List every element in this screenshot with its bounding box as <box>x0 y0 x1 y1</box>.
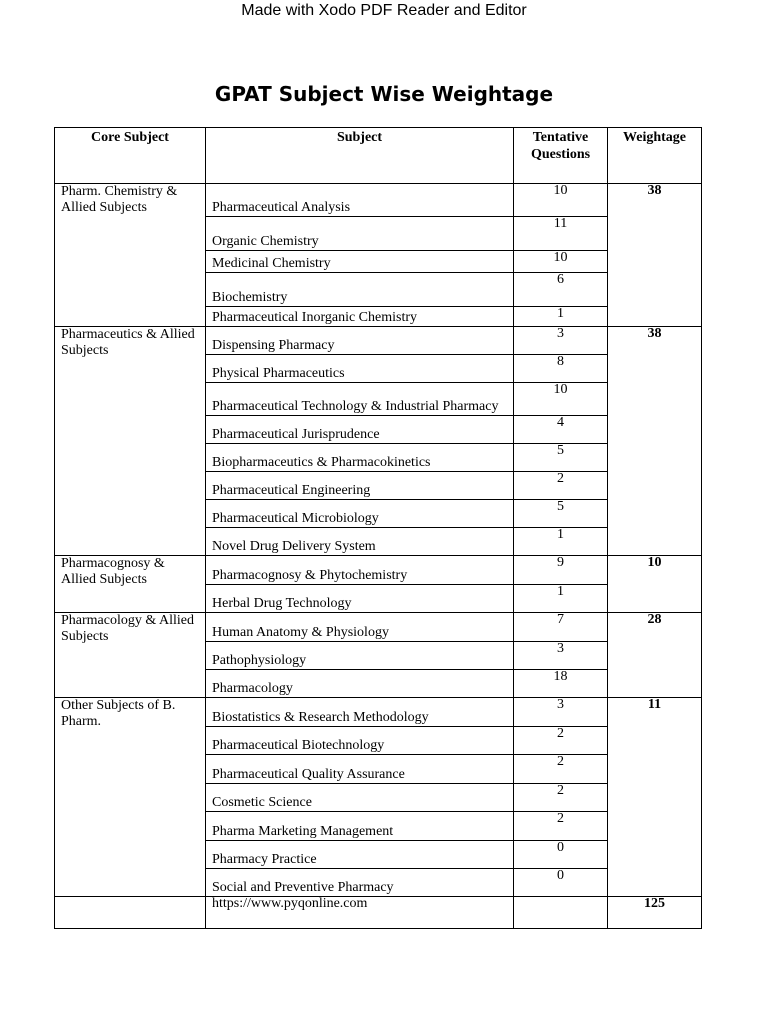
total-weightage-cell: 125 <box>608 897 702 929</box>
questions-cell: 4 <box>514 416 608 444</box>
watermark-text: Made with Xodo PDF Reader and Editor <box>241 2 527 19</box>
subject-cell: Biochemistry <box>206 273 514 307</box>
weightage-table <box>54 127 702 929</box>
column-header-weightage: Weightage <box>608 128 702 184</box>
subject-cell: Pharmaceutical Quality Assurance <box>206 755 514 784</box>
weightage-cell: 28 <box>608 613 702 698</box>
subject-cell: Physical Pharmaceutics <box>206 355 514 383</box>
questions-cell: 2 <box>514 784 608 812</box>
subject-cell: Novel Drug Delivery System <box>206 528 514 556</box>
total-row <box>55 897 702 929</box>
questions-cell: 10 <box>514 184 608 217</box>
subject-cell: Herbal Drug Technology <box>206 585 514 613</box>
core-subject-cell: Pharmaceutics & Allied Subjects <box>55 327 206 556</box>
page-title: GPAT Subject Wise Weightage <box>214 82 554 106</box>
subject-cell: Pharma Marketing Management <box>206 812 514 841</box>
weightage-cell: 10 <box>608 556 702 613</box>
core-subject-cell: Pharm. Chemistry & Allied Subjects <box>55 184 206 327</box>
questions-cell: 2 <box>514 727 608 755</box>
weightage-cell: 11 <box>608 698 702 897</box>
subject-cell: Pharmacy Practice <box>206 841 514 869</box>
table-header-row <box>55 128 702 184</box>
questions-cell: 2 <box>514 812 608 841</box>
core-subject-cell: Pharmacology & Allied Subjects <box>55 613 206 698</box>
subject-cell: Pharmaceutical Biotechnology <box>206 727 514 755</box>
core-subject-cell: Other Subjects of B. Pharm. <box>55 698 206 897</box>
questions-cell: 2 <box>514 755 608 784</box>
table-row <box>55 698 702 727</box>
subject-cell: Pharmaceutical Microbiology <box>206 500 514 528</box>
table-row <box>55 327 702 355</box>
questions-cell: 0 <box>514 869 608 897</box>
questions-cell: 11 <box>514 217 608 251</box>
questions-cell: 6 <box>514 273 608 307</box>
weightage-cell: 38 <box>608 327 702 556</box>
table-row <box>55 184 702 217</box>
questions-cell: 1 <box>514 307 608 327</box>
questions-cell: 1 <box>514 528 608 556</box>
subject-cell: Pharmacognosy & Phytochemistry <box>206 556 514 585</box>
core-subject-cell: Pharmacognosy & Allied Subjects <box>55 556 206 613</box>
column-header-tentative-questions: Tentative Questions <box>514 128 608 184</box>
column-header-core-subject: Core Subject <box>55 128 206 184</box>
questions-cell: 10 <box>514 383 608 416</box>
subject-cell: Organic Chemistry <box>206 217 514 251</box>
questions-cell: 8 <box>514 355 608 383</box>
subject-cell: Cosmetic Science <box>206 784 514 812</box>
table-row <box>55 613 702 642</box>
questions-cell: 18 <box>514 670 608 698</box>
subject-cell: Pharmaceutical Technology & Industrial Pharmacy <box>206 383 514 416</box>
source-url-cell: https://www.pyqonline.com <box>206 897 514 929</box>
subject-cell: Pharmacology <box>206 670 514 698</box>
subject-cell: Medicinal Chemistry <box>206 251 514 273</box>
table-body <box>55 184 702 929</box>
questions-cell: 3 <box>514 327 608 355</box>
table-row <box>55 556 702 585</box>
subject-cell: Biopharmaceutics & Pharmacokinetics <box>206 444 514 472</box>
weightage-cell: 38 <box>608 184 702 327</box>
questions-cell: 3 <box>514 698 608 727</box>
subject-cell: Biostatistics & Research Methodology <box>206 698 514 727</box>
subject-cell: Social and Preventive Pharmacy <box>206 869 514 897</box>
questions-cell: 3 <box>514 642 608 670</box>
questions-cell: 10 <box>514 251 608 273</box>
subject-cell: Pharmaceutical Engineering <box>206 472 514 500</box>
questions-cell: 5 <box>514 500 608 528</box>
subject-cell: Dispensing Pharmacy <box>206 327 514 355</box>
subject-cell: Human Anatomy & Physiology <box>206 613 514 642</box>
questions-cell: 5 <box>514 444 608 472</box>
subject-cell: Pathophysiology <box>206 642 514 670</box>
questions-cell: 2 <box>514 472 608 500</box>
column-header-subject: Subject <box>206 128 514 184</box>
questions-cell: 1 <box>514 585 608 613</box>
total-core-cell <box>55 897 206 929</box>
questions-cell: 9 <box>514 556 608 585</box>
subject-cell: Pharmaceutical Analysis <box>206 184 514 217</box>
questions-cell: 7 <box>514 613 608 642</box>
total-questions-cell <box>514 897 608 929</box>
questions-cell: 0 <box>514 841 608 869</box>
subject-cell: Pharmaceutical Inorganic Chemistry <box>206 307 514 327</box>
subject-cell: Pharmaceutical Jurisprudence <box>206 416 514 444</box>
